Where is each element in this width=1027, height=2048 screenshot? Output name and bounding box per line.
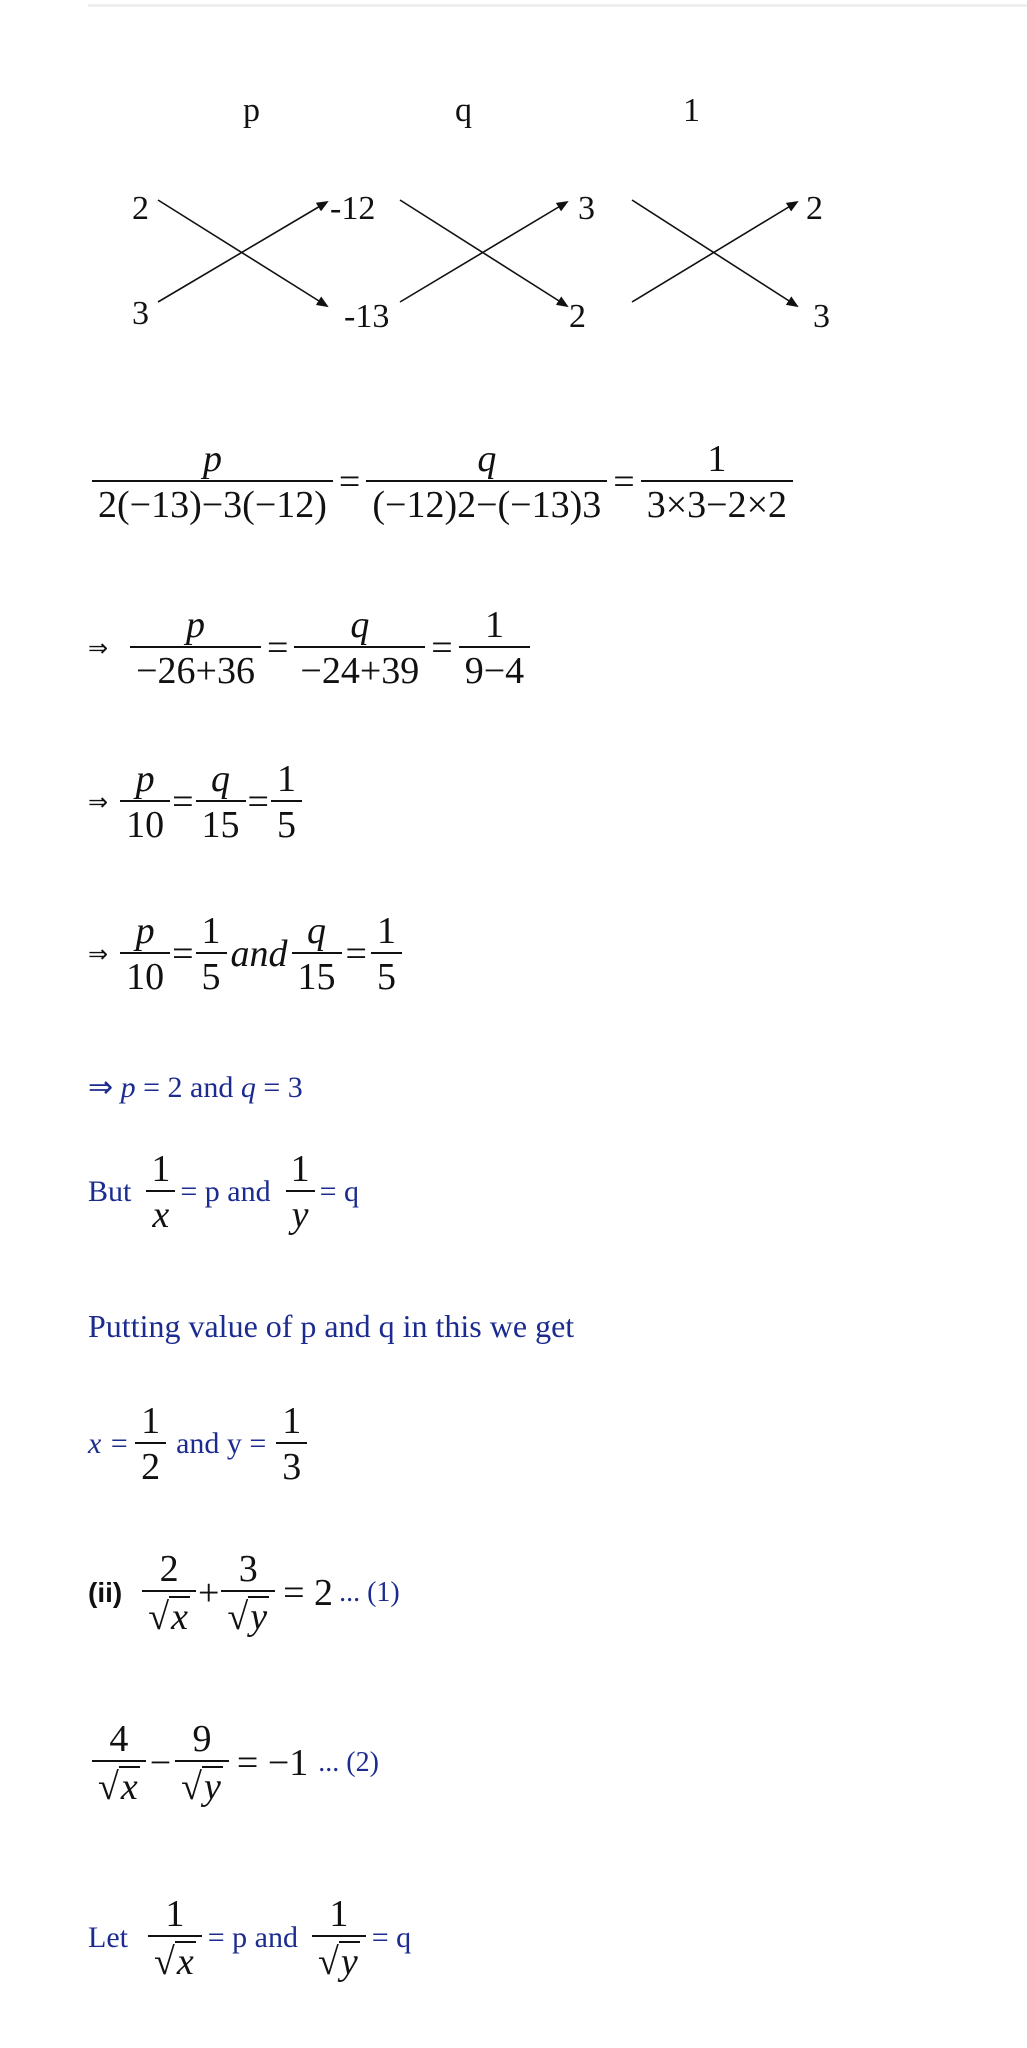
denominator: 10 xyxy=(120,952,170,996)
numerator: 1 xyxy=(484,604,504,646)
denominator: 2(−13)−3(−12) xyxy=(92,480,333,524)
equation-but xyxy=(88,1150,359,1234)
equation-xy xyxy=(88,1402,307,1486)
let-word: Let xyxy=(88,1921,128,1954)
fraction-1 xyxy=(641,440,793,524)
equation-tag: ... (2) xyxy=(318,1747,379,1778)
col1-bottom: 3 xyxy=(132,295,149,332)
denominator: y xyxy=(286,1190,315,1234)
denominator: x xyxy=(176,1941,194,1983)
implies-arrow: ⇒ xyxy=(88,941,109,968)
numerator: q xyxy=(307,910,327,952)
col3-top: 3 xyxy=(578,190,595,227)
numerator: q xyxy=(211,758,231,800)
numerator: 1 xyxy=(151,1148,171,1190)
denominator: 10 xyxy=(120,800,170,844)
text: = q xyxy=(319,1175,360,1208)
header-q: q xyxy=(455,92,472,129)
numerator: p xyxy=(202,438,222,480)
numerator: 1 xyxy=(165,1893,185,1935)
minus-sign: − xyxy=(149,1742,172,1784)
denominator: 2 xyxy=(135,1442,166,1486)
denominator: (−12)2−(−13)3 xyxy=(366,480,607,524)
col3-bottom: 2 xyxy=(569,298,586,335)
putting-value-text: Putting value of p and q in this we get xyxy=(88,1308,575,1344)
col2-top: -12 xyxy=(330,190,376,227)
var-p: p xyxy=(120,1071,136,1104)
text: x = xyxy=(88,1427,130,1460)
denominator: 9−4 xyxy=(459,646,530,690)
numerator: p xyxy=(135,758,155,800)
numerator: p xyxy=(186,604,206,646)
numerator: 1 xyxy=(707,438,727,480)
and-word: and xyxy=(230,933,288,975)
implies-arrow: ⇒ xyxy=(88,635,109,662)
denominator: 5 xyxy=(196,952,227,996)
col4-bottom: 3 xyxy=(813,298,830,335)
denominator: −26+36 xyxy=(130,646,261,690)
equation-4: ⇒ $\frac{p}{10}$ = $\frac{1}{5}$ and $\frac{q}{15}$ = $\frac{1}{5}$ xyxy=(88,912,402,996)
numerator: 1 xyxy=(290,1148,310,1190)
cross-arrows xyxy=(0,0,1027,360)
header-1: 1 xyxy=(683,92,700,129)
numerator: q xyxy=(477,438,497,480)
denominator: y xyxy=(250,1596,268,1638)
denominator: 3 xyxy=(276,1442,307,1486)
numerator: 2 xyxy=(159,1548,179,1590)
rhs: = 2 xyxy=(283,1572,334,1614)
numerator: p xyxy=(135,910,155,952)
denominator: 5 xyxy=(271,800,302,844)
equation-let: Let 1 √ x = p and 1 √ y = q xyxy=(88,1893,412,1983)
fraction-q xyxy=(366,440,607,524)
denominator: −24+39 xyxy=(294,646,425,690)
denominator: x xyxy=(120,1766,138,1808)
implies-arrow: ⇒ xyxy=(88,1071,121,1104)
equation-ii-1: (ii) 2 √ x + 3 √ y = 2 ... (1) xyxy=(88,1548,400,1638)
equation-2: ⇒ $\frac{p}{-26+36}$ = $\frac{q}{-24+39}$ = $\frac{1}{9-4}$ xyxy=(88,606,530,690)
equation-3: ⇒ $\frac{p}{10}$ = $\frac{q}{15}$ = $\frac{1}{5}$ xyxy=(88,760,302,844)
denominator: 3×3−2×2 xyxy=(641,480,793,524)
fraction-p xyxy=(92,440,333,524)
denominator: y xyxy=(204,1766,221,1808)
var-q: q xyxy=(240,1071,256,1104)
equation-ii-2: 4 √ x − 9 √ y = −1 ... (2) xyxy=(92,1720,379,1806)
numerator: 9 xyxy=(192,1718,212,1760)
numerator: 1 xyxy=(141,1400,161,1442)
numerator: 1 xyxy=(282,1400,302,1442)
plus-sign: + xyxy=(197,1572,220,1614)
denominator: x xyxy=(146,1190,175,1234)
part-label: (ii) xyxy=(88,1577,123,1608)
equation-1: $\frac{p}{2(-13)-3(-12)}$ = $\frac{q}{(-12)2-(-13)3}$ = $\frac{1}{3\times 3-2\times 2}$ xyxy=(92,440,793,524)
denominator: y xyxy=(340,1941,358,1983)
denominator: 5 xyxy=(371,952,402,996)
denominator: 15 xyxy=(196,800,246,844)
numerator: q xyxy=(350,604,370,646)
col4-top: 2 xyxy=(806,190,823,227)
text: = 3 xyxy=(255,1071,303,1104)
text: = 2 and xyxy=(135,1071,241,1104)
numerator: 1 xyxy=(329,1893,349,1935)
header-p: p xyxy=(243,92,260,129)
but-word: But xyxy=(88,1175,132,1208)
denominator: 15 xyxy=(292,952,342,996)
numerator: 1 xyxy=(376,910,396,952)
numerator: 4 xyxy=(109,1718,129,1760)
numerator: 1 xyxy=(276,758,296,800)
col1-top: 2 xyxy=(132,190,149,227)
denominator: x xyxy=(171,1596,188,1638)
text: = p and xyxy=(180,1175,271,1208)
text: and y = xyxy=(176,1427,267,1460)
equation-tag: ... (1) xyxy=(339,1577,400,1608)
col2-bottom: -13 xyxy=(344,298,390,335)
rhs: = −1 xyxy=(236,1742,309,1784)
text: = q xyxy=(371,1921,412,1954)
numerator: 1 xyxy=(201,910,221,952)
implies-arrow: ⇒ xyxy=(88,789,109,816)
numerator: 3 xyxy=(238,1548,258,1590)
result-line xyxy=(88,1070,303,1105)
text: = p and xyxy=(207,1921,298,1954)
